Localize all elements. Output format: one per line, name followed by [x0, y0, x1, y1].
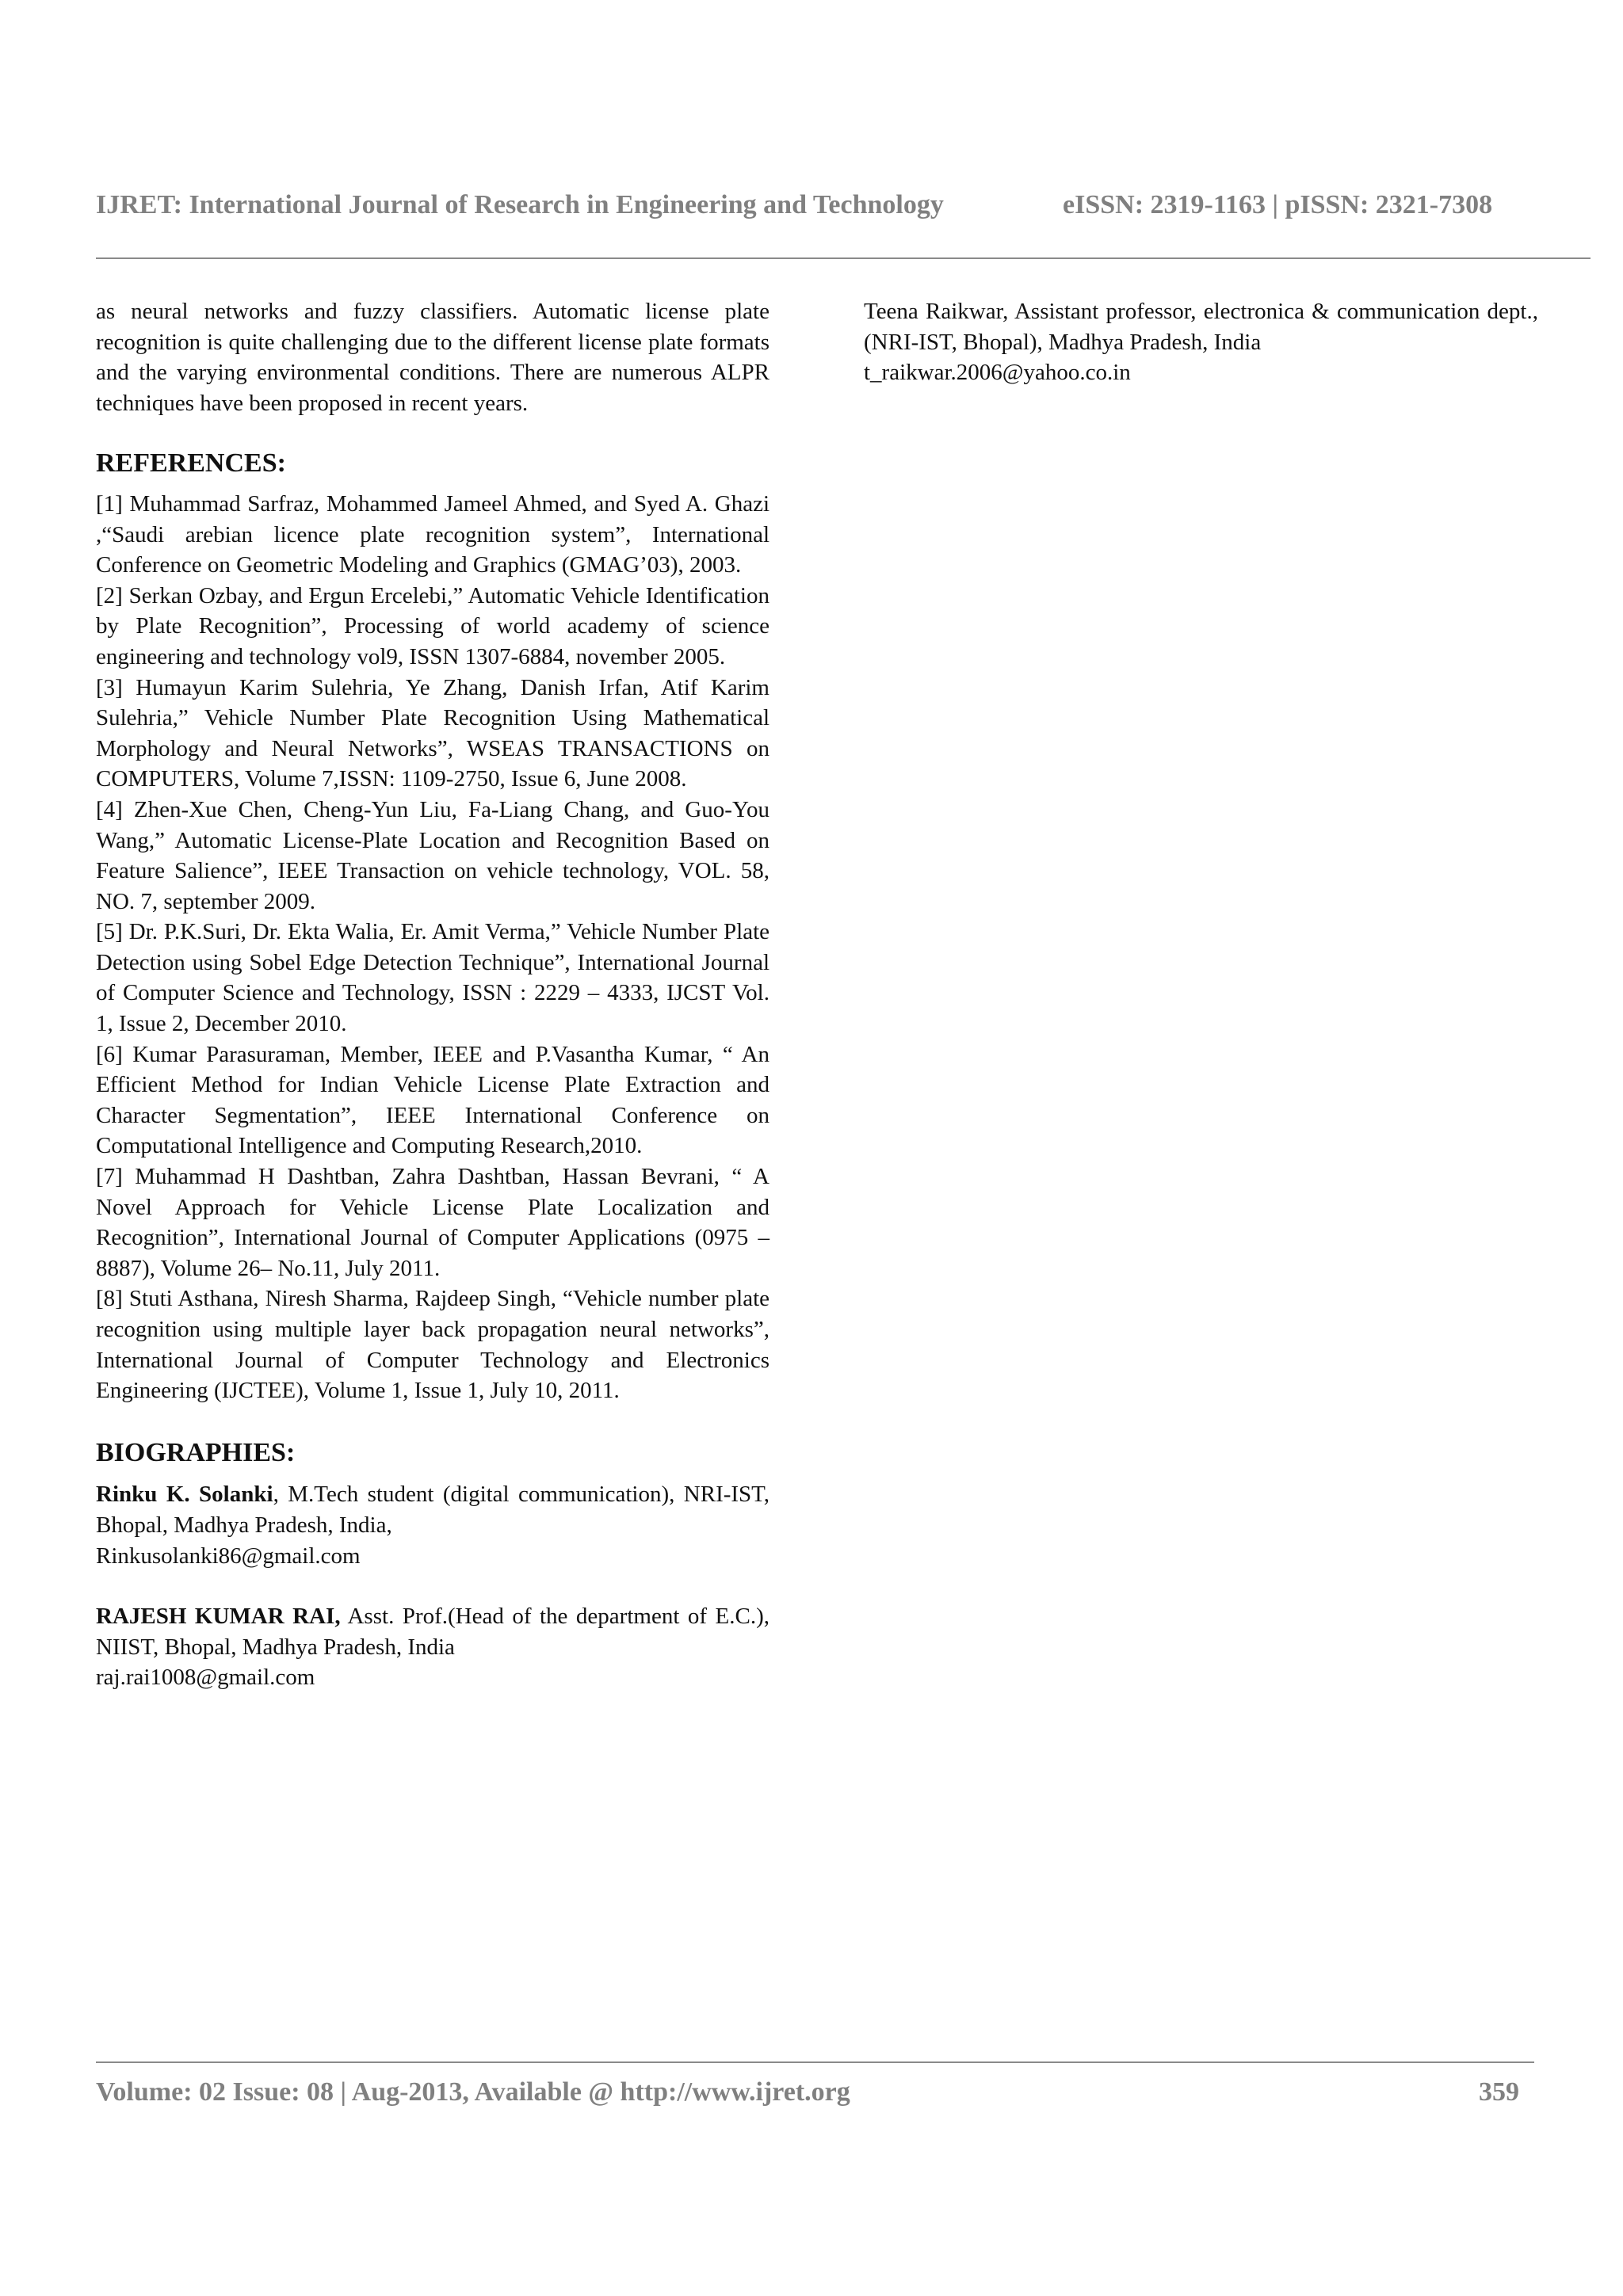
author-email: Rinkusolanki86@gmail.com — [96, 1543, 361, 1569]
volume-info: Volume: 02 Issue: 08 | Aug-2013, Available @ http://www.ijret.org — [96, 2077, 850, 2107]
reference-item: [1] Muhammad Sarfraz, Mohammed Jameel Ahmed, and Syed A. Ghazi ,“Saudi arebian licence plate recognition system”, International Conference on Geometric Modeling and Graphics (GMAG’03), 2003. — [96, 490, 769, 578]
footer-rule — [96, 2061, 1534, 2063]
author-name: RAJESH KUMAR RAI, — [96, 1604, 341, 1630]
biography-teena — [864, 296, 1538, 388]
running-footer — [96, 2077, 1534, 2107]
reference-item: [3] Humayun Karim Sulehria, Ye Zhang, Danish Irfan, Atif Karim Sulehria,” Vehicle Number Plate Recognition Using Mathematical Morphology and Neural Networks”, WSEAS TRANSACTIONS on COMPUTERS, Volume 7,ISSN: 1109-2750, Issue 6, June 2008. — [96, 674, 769, 792]
reference-item: [5] Dr. P.K.Suri, Dr. Ekta Walia, Er. Amit Verma,” Vehicle Number Plate Detection using Sobel Edge Detection Technique”, International Journal of Computer Science and Technology, ISSN : 2229 – 4333, IJCST Vol. 1, Issue 2, December 2010. — [96, 919, 769, 1037]
biographies-heading: BIOGRAPHIES: — [96, 1437, 296, 1467]
page-number: 359 — [1479, 2077, 1519, 2107]
right-column — [864, 296, 1538, 388]
left-column — [96, 296, 769, 1693]
reference-item: [4] Zhen-Xue Chen, Cheng-Yun Liu, Fa-Liang Chang, and Guo-You Wang,” Automatic License-Plate Location and Recognition Based on Feature Salience”, IEEE Transaction on vehicle technology, VOL. 58, NO. 7, september 2009. — [96, 796, 769, 914]
author-name: Rinku K. Solanki — [96, 1482, 273, 1508]
author-details: Asst. Prof.(Head of the department of E.C.), NIIST, Bhopal, Madhya Pradesh, India — [96, 1604, 769, 1660]
reference-item: [6] Kumar Parasuraman, Member, IEEE and P.Vasantha Kumar, “ An Efficient Method for Indian Vehicle License Plate Extraction and Character Segmentation”, IEEE International Conference on Computational Intelligence and Computing Research,2010. — [96, 1041, 769, 1159]
author-details: , M.Tech student (digital communication), NRI-IST, Bhopal, Madhya Pradesh, India, — [96, 1482, 769, 1538]
reference-item: [8] Stuti Asthana, Niresh Sharma, Rajdeep Singh, “Vehicle number plate recognition using multiple layer back propagation neural networks”, International Journal of Computer Technology and Electronics Engineering (IJCTEE), Volume 1, Issue 1, July 10, 2011. — [96, 1286, 769, 1404]
author-email: t_raikwar.2006@yahoo.co.in — [864, 360, 1131, 386]
references-heading: REFERENCES: — [96, 448, 286, 479]
intro-paragraph: as neural networks and fuzzy classifiers. Automatic license plate recognition is quite challenging due to the different license plate formats and the varying environmental conditions. There are numerous ALPR techniques have been proposed in recent years. — [96, 299, 769, 416]
biography-rinku — [96, 1479, 769, 1571]
author-details: Teena Raikwar, Assistant professor, electronica & communication dept., (NRI-IST, Bhopal), Madhya Pradesh, India — [864, 299, 1538, 355]
issn-info: eISSN: 2319-1163 | pISSN: 2321-7308 — [1063, 190, 1493, 219]
author-email: raj.rai1008@gmail.com — [96, 1665, 315, 1691]
reference-item: [7] Muhammad H Dashtban, Zahra Dashtban, Hassan Bevrani, “ A Novel Approach for Vehicle License Plate Localization and Recognition”, International Journal of Computer Applications (0975 – 8887), Volume 26– No.11, July 2011. — [96, 1164, 769, 1281]
biography-rajesh — [96, 1601, 769, 1693]
journal-title: IJRET: International Journal of Research in Engineering and Technology — [96, 190, 944, 219]
references-list — [96, 489, 769, 1406]
header-rule — [96, 257, 1591, 259]
reference-item: [2] Serkan Ozbay, and Ergun Ercelebi,” Automatic Vehicle Identification by Plate Recognition”, Processing of world academy of science engineering and technology vol9, ISSN 1307-6884, november 2005. — [96, 582, 769, 669]
